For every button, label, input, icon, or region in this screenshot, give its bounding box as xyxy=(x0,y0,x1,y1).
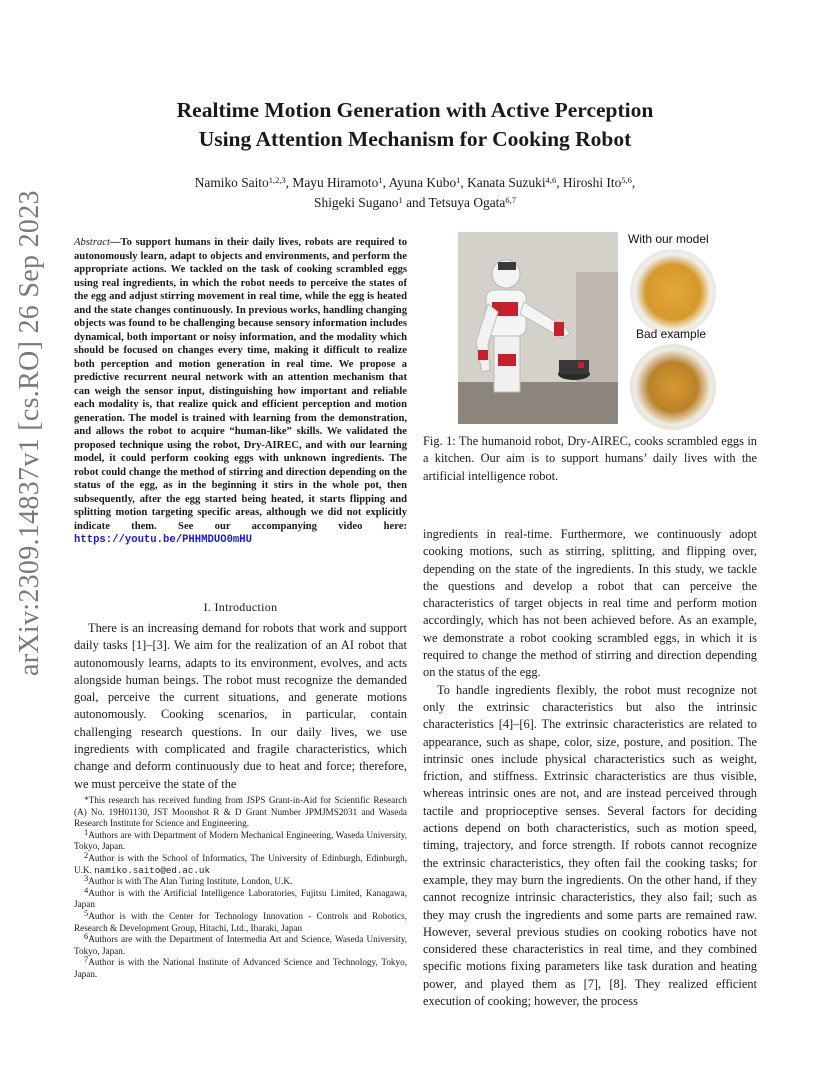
footnote-text: Author is with the Artificial Intelligence Laboratories, Fujitsu Limited, Kanagawa, Japan xyxy=(74,887,407,910)
footnote xyxy=(74,907,407,934)
footnotes xyxy=(74,795,407,981)
author-separator: , xyxy=(556,175,563,190)
footnote-marker: 5 xyxy=(84,907,89,918)
footnote-text: Author is with the Center for Technology Innovation - Controls and Robotics, Research & Development Group, Hitachi, Ltd., Ibaraki, Japan xyxy=(74,910,407,933)
title-line-1: Realtime Motion Generation with Active Perception xyxy=(176,98,654,122)
author-name: Kanata Suzuki xyxy=(467,175,546,190)
footnote-email[interactable]: namiko.saito@ed.ac.uk xyxy=(94,864,210,876)
figure-label-bad-example: Bad example xyxy=(636,327,707,341)
section-heading-introduction: I. Introduction xyxy=(203,600,278,614)
footnote-text: Author is with The Alan Turing Institute, London, U.K. xyxy=(88,876,293,887)
footnote-marker: 3 xyxy=(84,873,89,884)
author-separator: , xyxy=(460,175,468,190)
video-link[interactable]: https://youtu.be/PHHMDUO0mHU xyxy=(74,534,253,546)
robot-kitchen-photo xyxy=(458,232,618,424)
author-affiliation-marker: 4,6 xyxy=(545,175,557,185)
footnote-text: Author is with the School of Informatics, The University of Edinburgh, Edinburgh, U.K. xyxy=(74,852,407,875)
footnote-marker: 1 xyxy=(84,826,89,837)
abstract-dash: — xyxy=(109,237,121,248)
author-name: Hiroshi Ito xyxy=(562,175,622,190)
abstract-lead: Abstract xyxy=(74,237,110,248)
figure-label-with-our-model: With our model xyxy=(628,232,709,246)
author-separator: , xyxy=(285,175,293,190)
author-separator: , xyxy=(631,175,636,190)
title-line-2: Using Attention Mechanism for Cooking Robot xyxy=(198,127,632,151)
footnote xyxy=(74,849,407,876)
footnote-text: Authors are with Department of Modern Mechanical Engineering, Waseda University, Tokyo, Japan. xyxy=(74,829,407,852)
author-name: Namiko Saito xyxy=(194,175,269,190)
footnote xyxy=(74,873,407,888)
footnote xyxy=(74,954,407,980)
footnote-marker: 7 xyxy=(84,954,89,965)
right-paragraph-2: To handle ingredients flexibly, the robot must recognize not only the extrinsic characteristics but also the intrinsic characteristics [4]–[6]. The extrinsic characteristics are related to appearance, such as shape, color, size, posture, and position. The intrinsic ones include physical characteristics such as weight, friction, and stiffness. Extrinsic characteristics are thus visible, whereas intrinsic ones are not, and are instead perceived through tactile and proprioceptive senses. Several factors for deciding actions depend on both characteristics, such as motion speed, timing, trajectory, and force strength. If robots cannot recognize the extrinsic characteristics, they often fail the cooking tasks; for example, they may burn the ingredients. On the other hand, if they cannot recognize intrinsic characteristics, they also fail; such as they may crush the ingredients and some parts are remained raw. However, several previous studies on cooking robotics have not considered these characteristics in real time, and they combined specific motions fixing parameters like task duration and heating power, and played them as [7], [8]. They realized efficient execution of cooking; however, the process xyxy=(423,682,757,1009)
author-name: Tetsuya Ogata xyxy=(428,195,506,210)
intro-paragraph: There is an increasing demand for robots that work and support daily tasks [1]–[3]. We aim for the realization of an AI robot that autonomously learns, adapts to its environment, evolves, and acts alongside human beings. The robot must recognize the demanded goal, perceive the current situations, and generate motions autonomously. Cooking scenarios, in particular, contain challenging research questions. In our daily lives, we use ingredients with complicated and fragile characteristics, which change and deform continuously due to heat and force; therefore, we must perceive the state of the xyxy=(74,621,407,791)
author-affiliation-marker: 1 xyxy=(398,195,403,205)
abstract xyxy=(74,236,407,548)
footnote-marker: 2 xyxy=(84,849,89,860)
footnote-text: Author is with the National Institute of Advanced Science and Technology, Tokyo, Japan. xyxy=(74,957,407,979)
footnote xyxy=(74,884,407,911)
figure-1-caption: Fig. 1: The humanoid robot, Dry-AIREC, cooks scrambled eggs in a kitchen. Our aim is to support humans’ daily lives with the artificial intelligence robot. xyxy=(423,434,757,483)
footnote xyxy=(74,931,407,957)
paper-title xyxy=(100,96,730,154)
introduction-text xyxy=(74,620,407,793)
scrambled-egg-plate-good xyxy=(630,249,716,335)
author-name: Mayu Hiramoto xyxy=(292,175,379,190)
author-affiliation-marker: 6,7 xyxy=(505,195,516,205)
author-separator: and xyxy=(402,195,429,210)
arxiv-identifier-stamp: arXiv:2309.14837v1 [cs.RO] 26 Sep 2023 xyxy=(14,190,45,676)
scrambled-egg-plate-bad xyxy=(630,344,716,430)
author-affiliation-marker: 1 xyxy=(378,175,383,185)
right-paragraph-1: ingredients in real-time. Furthermore, we continuously adopt cooking motions, such as stirring, splitting, and flipping over, depending on the state of the ingredients. In this study, we tackle the questions and develop a robot that can perceive the characteristics of target objects in real time and perform motion accordingly, which has not been achieved before. As an example, we demonstrate a robot cooking scrambled eggs, in which it is required to change the method of stirring and direction depending on the status of the egg. xyxy=(423,527,757,680)
author-name: Shigeki Sugano xyxy=(314,195,399,210)
author-affiliation-marker: 1,2,3 xyxy=(268,175,286,185)
author-separator: , xyxy=(382,175,389,190)
footnote xyxy=(74,795,407,830)
right-column-text xyxy=(423,526,757,1010)
footnote-marker: 4 xyxy=(84,884,89,895)
abstract-body: To support humans in their daily lives, robots are required to autonomously learn, adapt to objects and environments, and perform the appropriate actions. We tackled on the task of cooking scrambled eggs using real ingredients, in which the robot needs to perceive the states of the egg and adjust stirring movement in real time, while the egg is heated and the state changes continuously. In previous works, handling changing objects was found to be challenging because sensory information includes dynamical, both important or noisy information, and the modality which should be focused on changes every time, making it difficult to realize both perception and motion generation in real time. We propose a predictive recurrent neural network with an attention mechanism that can weigh the sensor input, distinguishing how important and reliable each modality is, that realize quick and efficient perception and motion generation. The model is trained with learning from the demonstration, and allows the robot to acquire “human-like” skills. We validated the proposed technique using the robot, Dry-AIREC, and with our learning model, it could perform cooking eggs with unknown ingredients. The robot could change the method of stirring and direction depending on the status of the egg, as in the beginning it stirs in the whole pot, then subsequently, after the egg started being heated, it starts flipping and splitting motion targeting specific areas, although we did not explicitly indicate them. See our accompanying video here: xyxy=(74,237,407,532)
author-affiliation-marker: 1 xyxy=(456,175,461,185)
footnote xyxy=(74,826,407,853)
figure-1 xyxy=(458,232,758,428)
author-list xyxy=(110,173,720,213)
footnote-marker: 6 xyxy=(84,931,89,942)
footnote-text: Authors are with the Department of Intermedia Art and Science, Waseda University, Tokyo, Japan. xyxy=(74,934,407,956)
author-affiliation-marker: 5,6 xyxy=(621,175,632,185)
footnote-text: *This research has received funding from JSPS Grant-in-Aid for Scientific Research (A) No. 19H01130, JST Moonshot R & D Grant Number JPMJMS2031 and Waseda Research Institute for Science and Engineering. xyxy=(74,795,407,829)
author-name: Ayuna Kubo xyxy=(388,175,457,190)
